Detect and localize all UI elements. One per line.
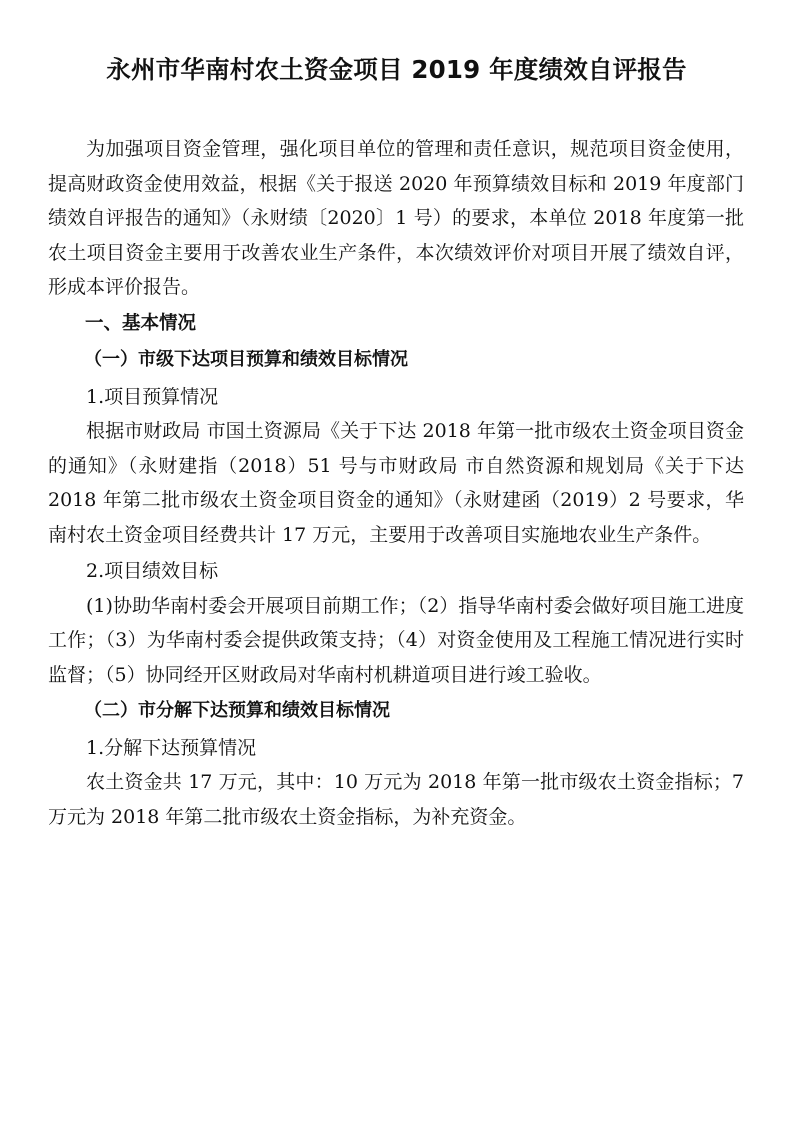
subsection-heading-city-budget: （一）市级下达项目预算和绩效目标情况	[84, 349, 408, 370]
performance-goals-paragraph: (1)协助华南村委会开展项目前期工作；（2）指导华南村委会做好项目施工进度工作；（3）为华南村委会提供政策支持；（4）对资金使用及工程施工情况进行实时监督；（5）协同经开区财政局对华南村机耕道项目进行竣工验收。	[48, 594, 744, 686]
document-title: 永州市华南村农土资金项目 2019 年度绩效自评报告	[106, 55, 687, 84]
intro-paragraph: 为加强项目资金管理，强化项目单位的管理和责任意识，规范项目资金使用，提高财政资金使用效益，根据《关于报送 2020 年预算绩效目标和 2019 年度部门绩效自评报告的通知》（永财绩〔2020〕1 号）的要求，本单位 2018 年度第一批农土项目资金主要用于改善农业生产条件，本次绩效评价对项目开展了绩效自评，形成本评价报告。	[48, 138, 744, 298]
item-heading-performance-goals: 2.项目绩效目标	[86, 560, 219, 582]
section-heading-basic-info: 一、基本情况	[85, 312, 197, 334]
subsection-heading-allocation: （二）市分解下达预算和绩效目标情况	[84, 700, 390, 721]
item-heading-budget: 1.项目预算情况	[86, 385, 219, 408]
budget-paragraph: 根据市财政局 市国土资源局《关于下达 2018 年第一批市级农土资金项目资金的通知》（永财建指（2018）51 号与市财政局 市自然资源和规划局《关于下达 2018 年第二批市级农土资金项目资金的通知》（永财建函（2019）2 号要求，华南村农土资金项目经费共计 17 万元，主要用于改善项目实施地农业生产条件。	[48, 420, 744, 546]
document-body	[48, 132, 744, 834]
allocation-paragraph: 农土资金共 17 万元，其中：10 万元为 2018 年第一批市级农土资金指标；7 万元为 2018 年第二批市级农土资金指标，为补充资金。	[48, 771, 744, 828]
item-heading-allocation: 1.分解下达预算情况	[86, 736, 257, 759]
